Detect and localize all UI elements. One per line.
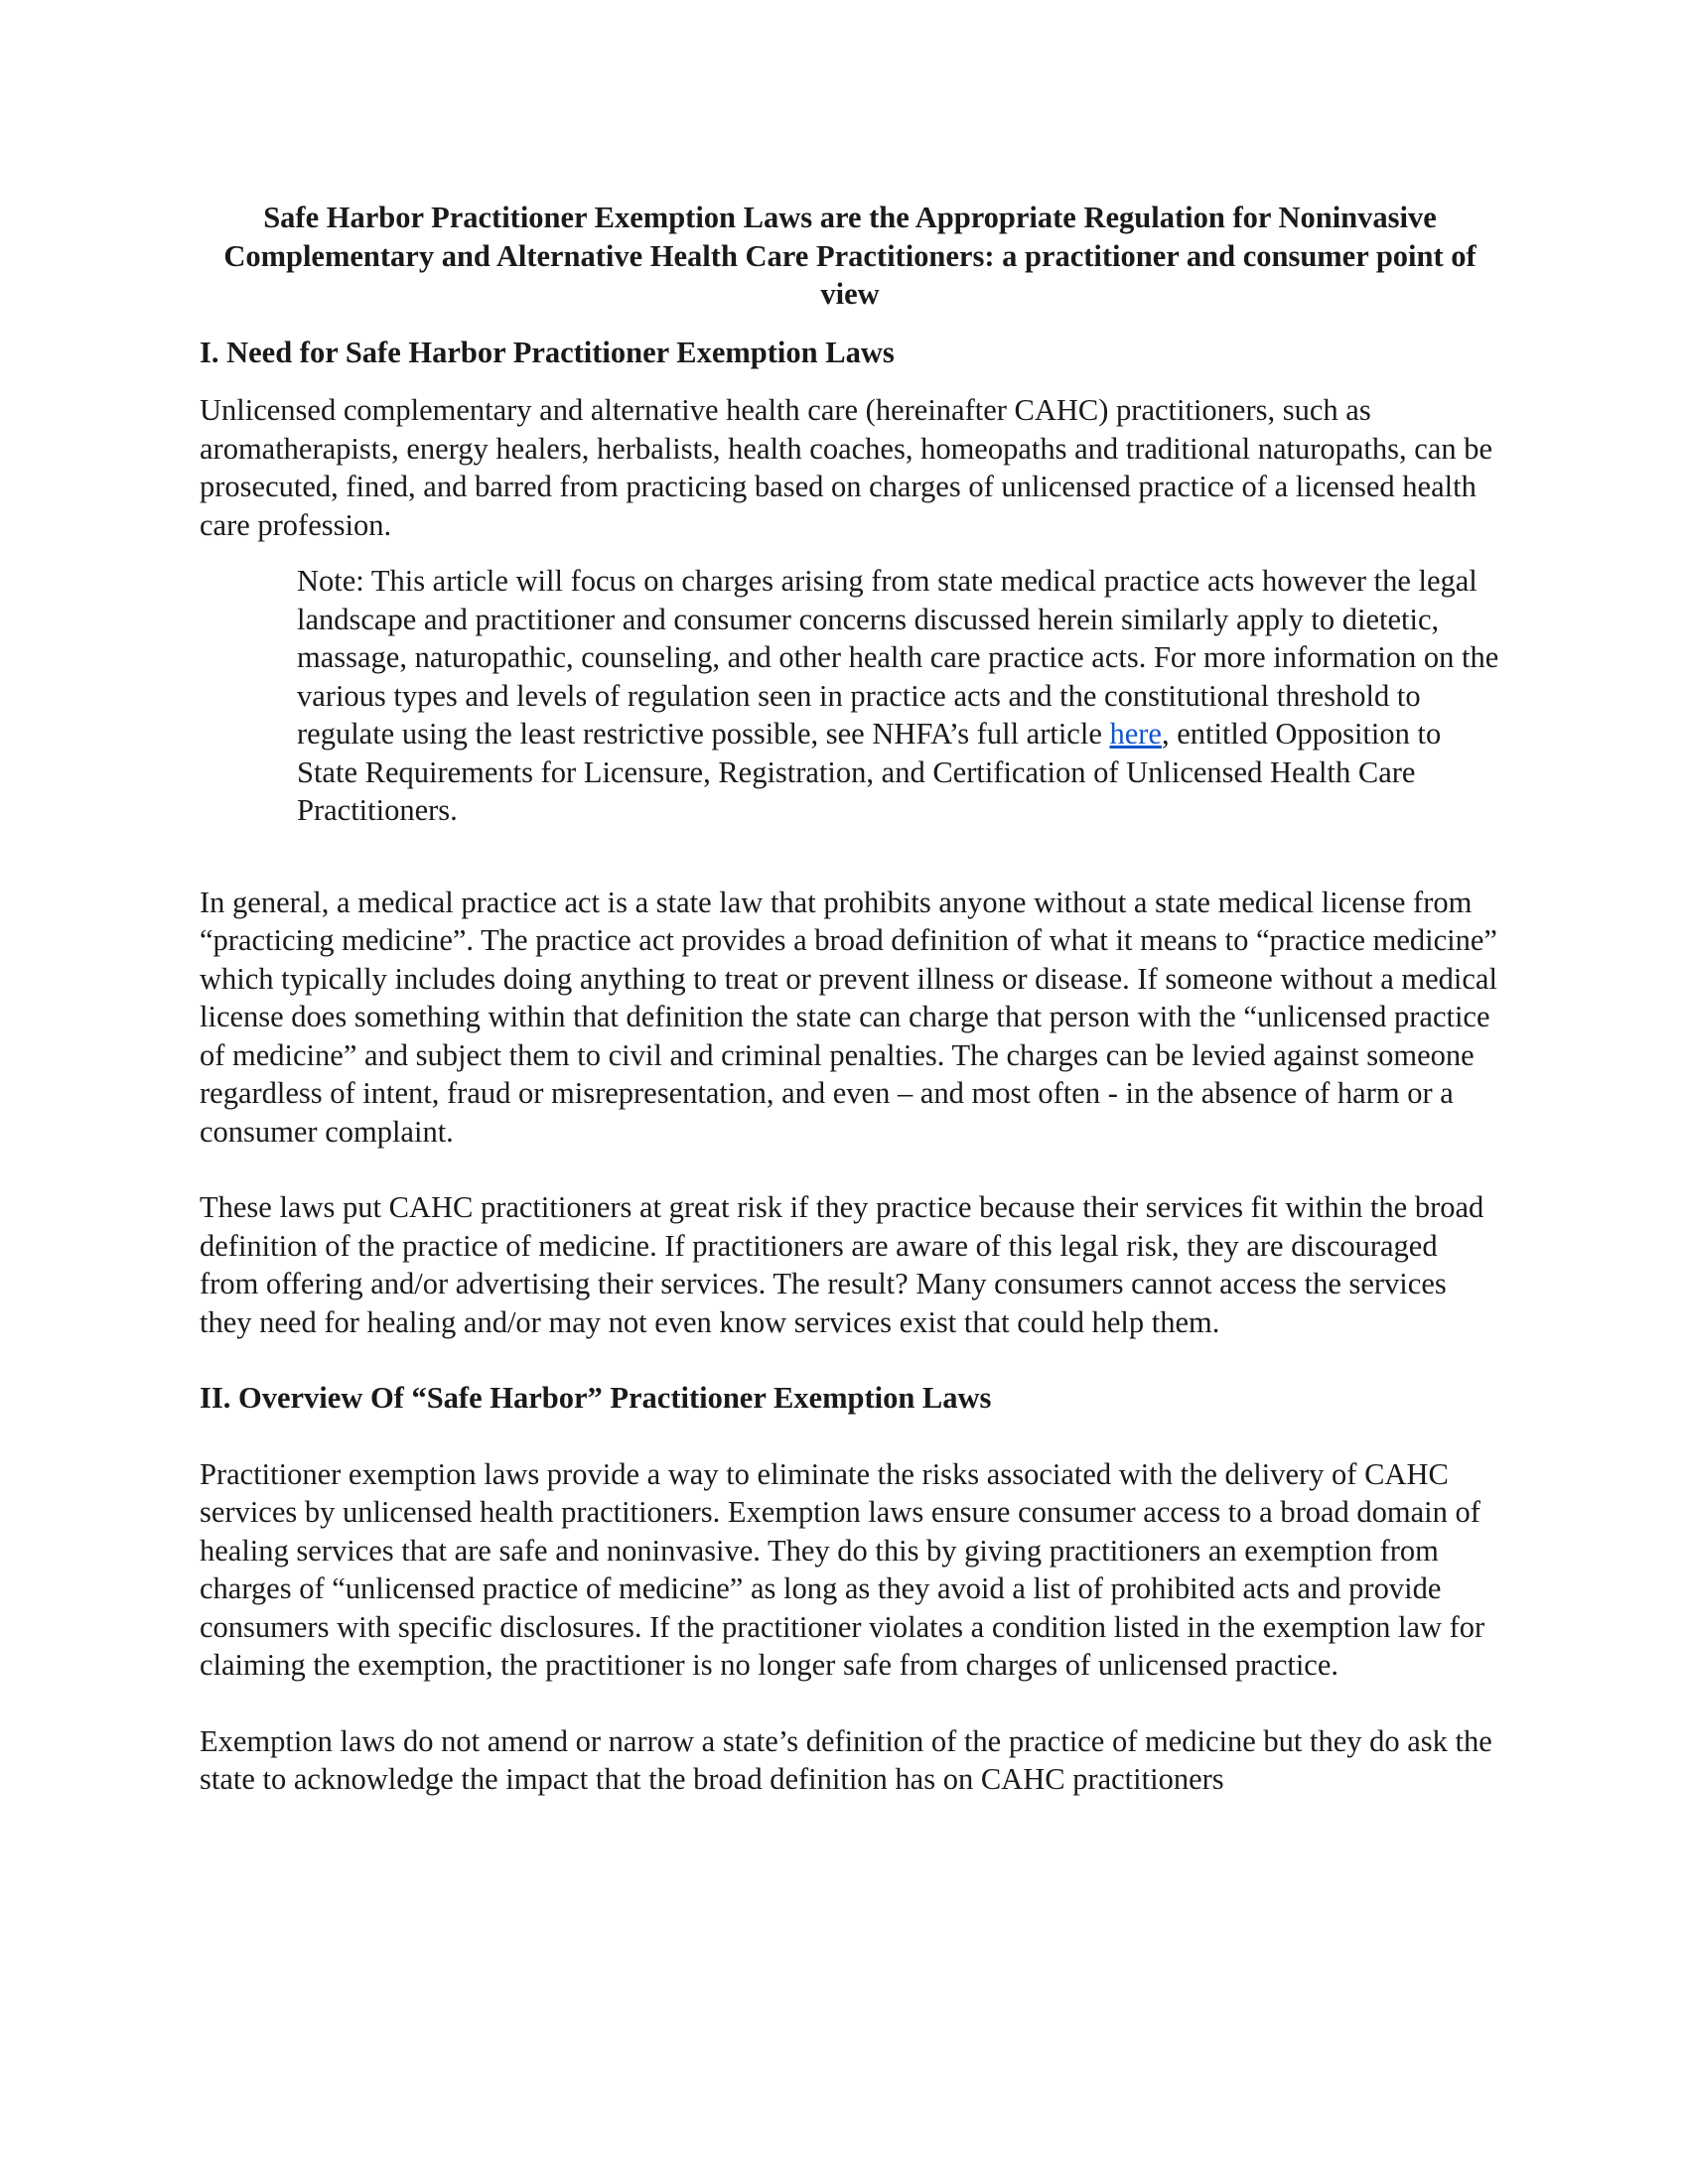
document-title: Safe Harbor Practitioner Exemption Laws are the Appropriate Regulation for Noninvasive Complementary and Alternative Health Care Practitioners: a practitioner and consumer point of view [223, 201, 1477, 311]
paragraph-exemption-scope: Exemption laws do not amend or narrow a state’s definition of the practice of medicine but they do ask the state to acknowledge the impact that the broad definition has on CAHC practitioners [200, 1723, 1492, 1796]
paragraph-medical-practice-act: In general, a medical practice act is a state law that prohibits anyone without a state medical license from “practicing medicine”. The practice act provides a broad definition of what it means to “practice medicine” which typically includes doing anything to treat or prevent illness or disease. If someone without a medical license does something within that definition the state can charge that person with the “unlicensed practice of medicine” and subject them to civil and criminal penalties. The charges can be levied against someone regardless of intent, fraud or misrepresentation, and even – and most often - in the absence of harm or a consumer complaint. [200, 885, 1497, 1149]
section-heading-need: I. Need for Safe Harbor Practitioner Exemption Laws [200, 335, 895, 369]
paragraph-risk: These laws put CAHC practitioners at great risk if they practice because their services fit within the broad definition of the practice of medicine. If practitioners are aware of this legal risk, they are discouraged from offering and/or advertising their services. The result? Many consumers cannot access the services they need for healing and/or may not even know services exist that could help them. [200, 1190, 1484, 1339]
section-heading-overview: II. Overview Of “Safe Harbor” Practitioner Exemption Laws [200, 1381, 992, 1415]
paragraph-exemption-laws: Practitioner exemption laws provide a way to eliminate the risks associated with the delivery of CAHC services by unlicensed health practitioners. Exemption laws ensure consumer access to a broad domain of healing services that are safe and noninvasive. They do this by giving practitioners an exemption from charges of “unlicensed practice of medicine” as long as they avoid a list of prohibited acts and provide consumers with specific disclosures. If the practitioner violates a condition listed in the exemption law for claiming the exemption, the practitioner is no longer safe from charges of unlicensed practice. [200, 1456, 1485, 1682]
here-link[interactable]: here [1109, 717, 1162, 751]
paragraph-unlicensed-practitioners: Unlicensed complementary and alternative health care (hereinafter CAHC) practitioners, such as aromatherapists, energy healers, herbalists, health coaches, homeopaths and traditional naturopaths, can be prosecuted, fined, and barred from practicing based on charges of unlicensed practice of a licensed health care profession. [200, 393, 1493, 542]
note-block [297, 562, 1500, 830]
document-page [200, 199, 1500, 1799]
note-text-before-link: Note: This article will focus on charges arising from state medical practice acts however the legal landscape and practitioner and consumer concerns discussed herein similarly apply to dietetic, massage, naturopathic, counseling, and other health care practice acts. For more information on the various types and levels of regulation seen in practice acts and the constitutional threshold to regulate using the least restrictive possible, see NHFA’s full article [297, 564, 1499, 751]
note-text-after-link: , entitled Opposition to State Requirements for Licensure, Registration, and Certification of Unlicensed Health Care Practitioners. [297, 717, 1442, 827]
